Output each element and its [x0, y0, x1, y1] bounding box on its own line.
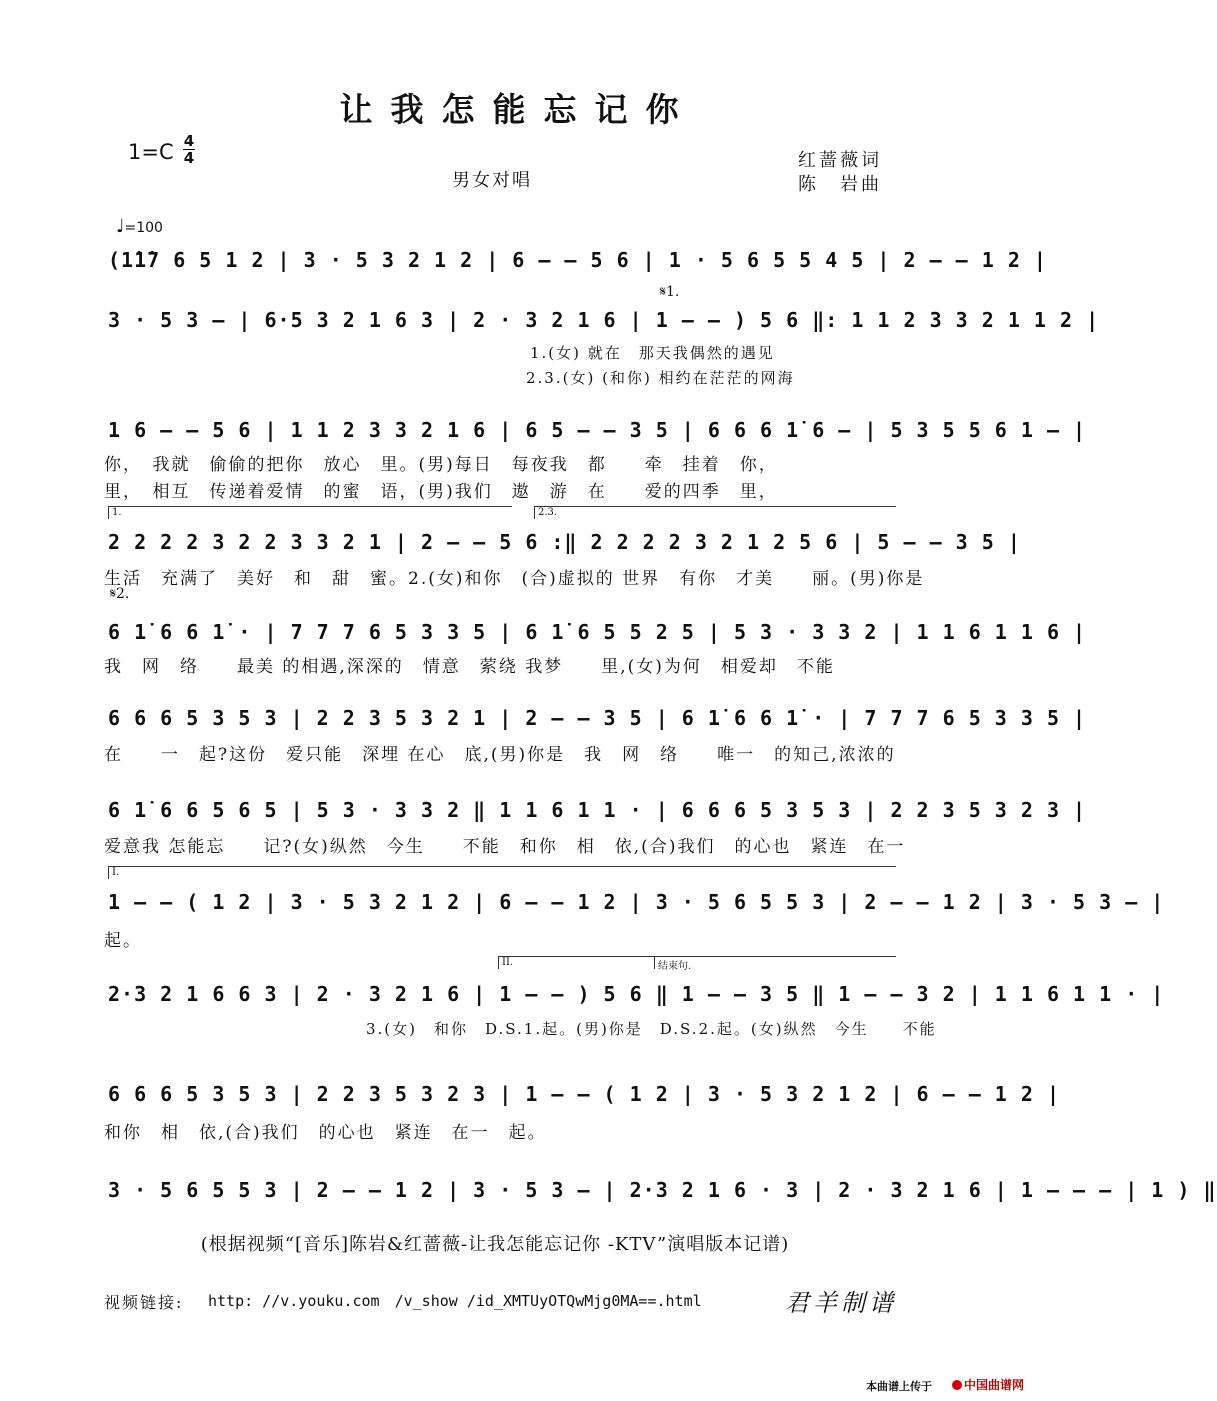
video-link-label: 视频链接: — [104, 1293, 184, 1312]
lyric-line-2: 2.3.(女) (和你) 相约在茫茫的网海 — [526, 369, 795, 387]
tempo-value: =100 — [124, 220, 163, 236]
staff-line-10: 6 6 6 5 3 5 3 | 2 2 3 5 3 2 3 | 1 – – ( 1 2 | 3 · 5 3 2 1 2 | 6 – – 1 2 | — [108, 1082, 1060, 1106]
lyric-line-1: 1.(女) 就在 那天我偶然的遇见 — [530, 344, 775, 362]
tempo-marking — [116, 216, 163, 237]
meter-bottom: 4 — [183, 149, 195, 167]
staff-line-9: 2·3 2 1 6 6 3 | 2 · 3 2 1 6 | 1 – – ) 5 6 ‖ 1 – – 3 5 ‖ 1 – – 3 2 | 1 1 6 1 1 · | — [108, 982, 1165, 1006]
lyric-line-4: 里， 相互 传递着爱情 的蜜 语，(男)我们 遨 游 在 爱的四季 里， — [104, 482, 778, 502]
segno-2-marker: 𝄋2. — [110, 586, 130, 602]
quarter-note-icon: ♩ — [116, 216, 125, 237]
staff-line-5: 6 1̇ 6 6 1̇ · | 7 7 7 6 5 3 3 5 | 6 1̇ 6 5 5 2 5 | 5 3 · 3 3 2 | 1 1 6 1 1 6 | — [108, 620, 1087, 644]
volta-II: II. — [498, 956, 654, 969]
upload-note: 本曲谱上传于 — [866, 1380, 932, 1393]
time-signature — [183, 134, 195, 165]
lyricist-credit: 红蔷薇词 — [798, 150, 882, 171]
segno-1-marker: 𝄋1. — [660, 284, 680, 300]
key-signature: 1=C — [128, 140, 174, 164]
lyric-line-10: 3.(女) 和你 D.S.1.起。(男)你是 D.S.2.起。(女)纵然 今生 不能 — [366, 1020, 937, 1038]
lyric-line-7: 在 一 起?这份 爱只能 深埋 在心 底,(男)你是 我 网 络 唯一 的知己,浓浓的 — [104, 745, 896, 765]
transcriber-signature: 君羊制谱 — [785, 1289, 897, 1317]
lyric-line-5: 生活 充满了 美好 和 甜 蜜。2.(女)和你 (合)虚拟的 世界 有你 才美 丽。(男)你是 — [104, 569, 925, 589]
lyric-line-9: 起。 — [104, 931, 142, 951]
volta-2-3: 2.3. — [534, 506, 896, 519]
staff-line-7: 6 1̇ 6 6 5 6 5 | 5 3 · 3 3 2 ‖ 1 1 6 1 1 · | 6 6 6 5 3 5 3 | 2 2 3 5 3 2 3 | — [108, 798, 1087, 822]
lyric-line-3: 你， 我就 偷偷的把你 放心 里。(男)每日 每夜我 都 牵 挂着 你， — [104, 455, 778, 475]
lyric-line-8: 爱意我 怎能忘 记?(女)纵然 今生 不能 和你 相 依,(合)我们 的心也 紧连 在一 — [104, 837, 906, 857]
song-title: 让我怎能忘记你 — [339, 90, 697, 129]
staff-line-8: 1 – – ( 1 2 | 3 · 5 3 2 1 2 | 6 – – 1 2 | 3 · 5 6 5 5 3 | 2 – – 1 2 | 3 · 5 3 – | — [108, 890, 1165, 914]
staff-line-11: 3 · 5 6 5 5 3 | 2 – – 1 2 | 3 · 5 3 – | 2·3 2 1 6 · 3 | 2 · 3 2 1 6 | 1 – – – | 1 ) ‖ — [108, 1178, 1217, 1202]
staff-line-4: 2 2 2 2 3 2 2 3 3 2 1 | 2 – – 5 6 :‖ 2 2 2 2 3 2 1 2 5 6 | 5 – – 3 5 | — [108, 530, 1021, 554]
composer-credit: 陈 岩曲 — [798, 174, 882, 195]
site-name: 中国曲谱网 — [964, 1378, 1025, 1392]
lyric-line-6: 我 网 络 最美 的相遇,深深的 情意 萦绕 我梦 里,(女)为何 相爱却 不能 — [104, 657, 835, 677]
source-note: (根据视频“[音乐]陈岩&红蔷薇-让我怎能忘记你 -KTV”演唱版本记谱) — [200, 1234, 790, 1255]
site-logo[interactable] — [952, 1376, 1024, 1393]
lyric-line-11: 和你 相 依,(合)我们 的心也 紧连 在一 起。 — [104, 1123, 547, 1143]
staff-line-6: 6 6 6 5 3 5 3 | 2 2 3 5 3 2 1 | 2 – – 3 5 | 6 1̇ 6 6 1̇ · | 7 7 7 6 5 3 3 5 | — [108, 706, 1087, 730]
meter-top: 4 — [183, 132, 195, 150]
volta-I: I. — [108, 866, 896, 879]
staff-line-1: (1̇1̇7 6 5 1 2 | 3 · 5 3 2 1 2 | 6 – – 5 6 | 1 · 5 6 5 5 4 5 | 2 – – 1 2 | — [108, 248, 1047, 272]
video-link-url[interactable]: http: //v.youku.com /v_show /id_XMTUyOTQwMjg0MA==.html — [208, 1292, 702, 1310]
staff-line-3: 1 6 – – 5 6 | 1 1 2 3 3 2 1 6 | 6 5 – – 3 5 | 6 6 6 1̇ 6 – | 5 3 5 5 6 1 – | — [108, 418, 1087, 442]
staff-line-2: 3 · 5 3 – | 6·5 3 2 1 6 3 | 2 · 3 2 1 6 | 1 – – ) 5 6 ‖: 1 1 2 3 3 2 1 1 2 | — [108, 308, 1100, 332]
performance-note: 男女对唱 — [452, 170, 532, 191]
ending-phrase-label: 结束句. — [654, 956, 896, 969]
site-logo-icon — [952, 1380, 962, 1390]
volta-1: 1. — [108, 506, 512, 519]
